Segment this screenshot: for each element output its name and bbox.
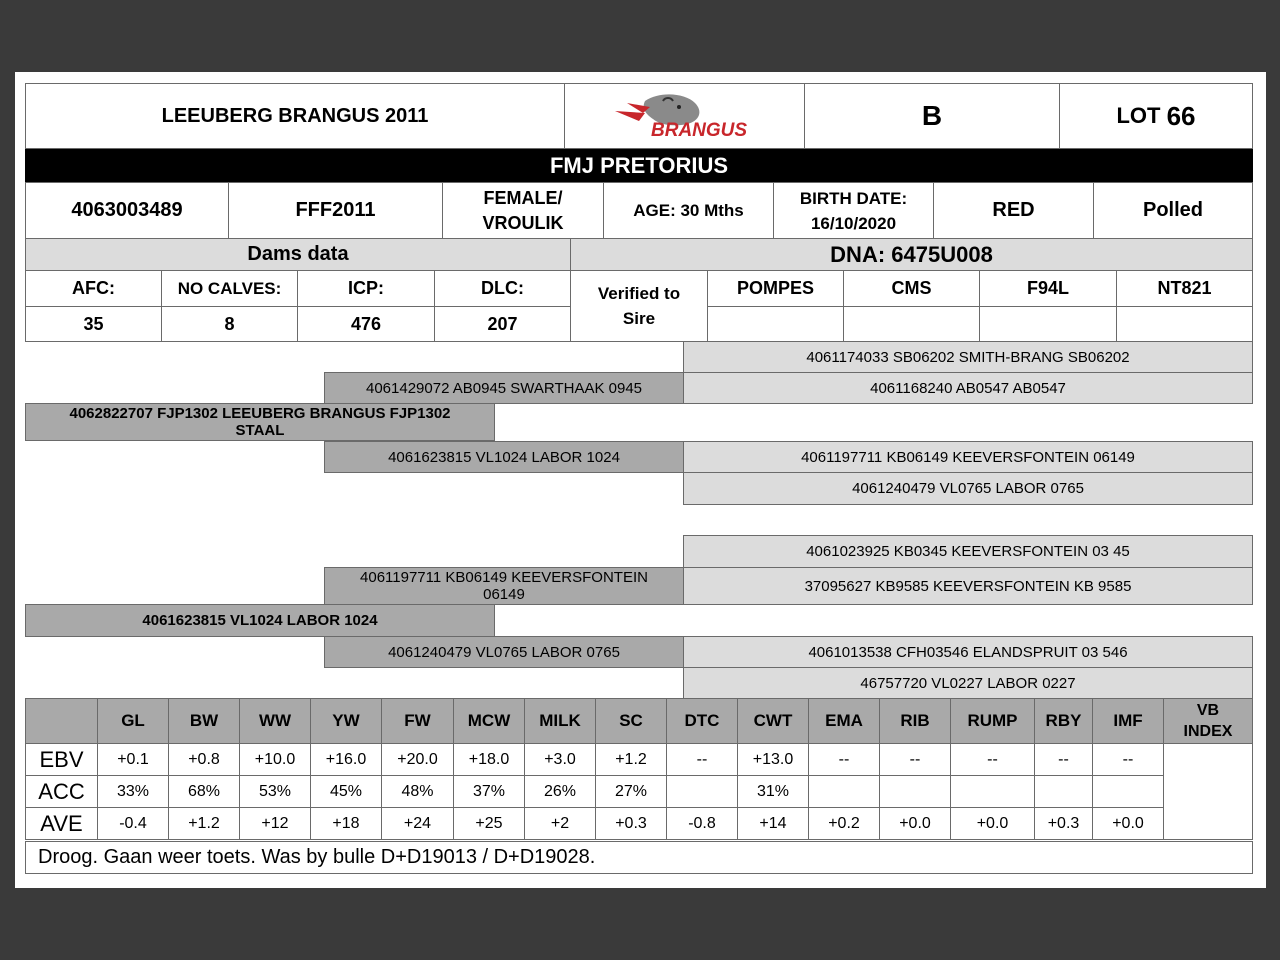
comment: Droog. Gaan weer toets. Was by bulle D+D19013 / D+D19028. bbox=[25, 841, 1253, 874]
sale-title: LEEUBERG BRANGUS 2011 bbox=[25, 83, 565, 149]
dna-result-pompes bbox=[707, 306, 844, 342]
bull-head-icon bbox=[605, 91, 765, 141]
ebv-cell: +18.0 bbox=[453, 743, 525, 776]
pedigree-dam: 4061623815 VL1024 LABOR 1024 bbox=[25, 604, 495, 637]
ebv-cell: +18 bbox=[310, 807, 382, 840]
ebv-row-label-ebv: EBV bbox=[25, 743, 98, 776]
pedigree-sire: 4062822707 FJP1302 LEEUBERG BRANGUS FJP1302 STAAL bbox=[25, 403, 495, 441]
class-letter: B bbox=[804, 83, 1060, 149]
dna-result-nt821 bbox=[1116, 306, 1253, 342]
ebv-col-header-gl: GL bbox=[97, 698, 169, 744]
pedigree-dam-dam-sire: 4061013538 CFH03546 ELANDSPRUIT 03 546 bbox=[683, 636, 1253, 668]
ebv-cell: +0.3 bbox=[1034, 807, 1093, 840]
ebv-cell: +0.8 bbox=[168, 743, 240, 776]
ebv-row-label-ave: AVE bbox=[25, 807, 98, 840]
ebv-cell: -- bbox=[808, 743, 880, 776]
ebv-cell: 27% bbox=[595, 775, 667, 808]
vb-index-value bbox=[1163, 743, 1253, 840]
vb-index-header: VB INDEX bbox=[1163, 698, 1253, 744]
pedigree-dam-sire: 4061197711 KB06149 KEEVERSFONTEIN 06149 bbox=[324, 567, 684, 605]
ebv-cell: 37% bbox=[453, 775, 525, 808]
dna-test-f94l: F94L bbox=[979, 270, 1117, 307]
ebv-col-header-rump: RUMP bbox=[950, 698, 1035, 744]
ebv-cell: +0.3 bbox=[595, 807, 667, 840]
no-calves-header: NO CALVES: bbox=[161, 270, 298, 307]
dna-test-cms: CMS bbox=[843, 270, 980, 307]
lot-card bbox=[15, 72, 1266, 888]
dams-data-title: Dams data bbox=[25, 238, 571, 271]
dna-result-f94l bbox=[979, 306, 1117, 342]
dna-test-pompes: POMPES bbox=[707, 270, 844, 307]
animal-age: AGE: 30 Mths bbox=[603, 182, 774, 239]
pedigree-sire-dam-dam: 4061240479 VL0765 LABOR 0765 bbox=[683, 472, 1253, 505]
ebv-cell bbox=[666, 775, 738, 808]
pedigree-sire-sire-sire: 4061174033 SB06202 SMITH-BRANG SB06202 bbox=[683, 341, 1253, 373]
ebv-cell: +0.1 bbox=[97, 743, 169, 776]
pedigree-sire-sire: 4061429072 AB0945 SWARTHAAK 0945 bbox=[324, 372, 684, 404]
dna-test-nt821: NT821 bbox=[1116, 270, 1253, 307]
lot-prefix: LOT bbox=[1116, 103, 1167, 128]
ebv-col-header-fw: FW bbox=[381, 698, 454, 744]
pedigree-sire-sire-dam: 4061168240 AB0547 AB0547 bbox=[683, 372, 1253, 404]
lot-label bbox=[1059, 83, 1253, 149]
dlc-value: 207 bbox=[434, 306, 571, 342]
ebv-col-header-milk: MILK bbox=[524, 698, 596, 744]
animal-id: 4063003489 bbox=[25, 182, 229, 239]
ebv-col-header-ema: EMA bbox=[808, 698, 880, 744]
ebv-cell: +0.0 bbox=[879, 807, 951, 840]
ebv-cell: -- bbox=[1092, 743, 1164, 776]
ebv-col-header-bw: BW bbox=[168, 698, 240, 744]
icp-header: ICP: bbox=[297, 270, 435, 307]
dlc-header: DLC: bbox=[434, 270, 571, 307]
ebv-col-header-sc: SC bbox=[595, 698, 667, 744]
ebv-col-header-yw: YW bbox=[310, 698, 382, 744]
verified-to-sire: Verified to Sire bbox=[570, 270, 708, 342]
icp-value: 476 bbox=[297, 306, 435, 342]
ebv-cell: -- bbox=[879, 743, 951, 776]
ebv-cell: +14 bbox=[737, 807, 809, 840]
ebv-cell: +0.0 bbox=[1092, 807, 1164, 840]
ebv-cell: +13.0 bbox=[737, 743, 809, 776]
pedigree-sire-dam: 4061623815 VL1024 LABOR 1024 bbox=[324, 441, 684, 473]
dna-title: DNA: 6475U008 bbox=[570, 238, 1253, 271]
ebv-cell: +0.0 bbox=[950, 807, 1035, 840]
ebv-corner-cell bbox=[25, 698, 98, 744]
afc-value: 35 bbox=[25, 306, 162, 342]
ebv-row-label-acc: ACC bbox=[25, 775, 98, 808]
ebv-cell: -- bbox=[950, 743, 1035, 776]
pedigree-dam-dam-dam: 46757720 VL0227 LABOR 0227 bbox=[683, 667, 1253, 699]
ebv-cell: +3.0 bbox=[524, 743, 596, 776]
ebv-cell bbox=[950, 775, 1035, 808]
ebv-cell: 33% bbox=[97, 775, 169, 808]
ebv-cell: +2 bbox=[524, 807, 596, 840]
horn-status: Polled bbox=[1093, 182, 1253, 239]
ebv-col-header-cwt: CWT bbox=[737, 698, 809, 744]
ebv-col-header-rib: RIB bbox=[879, 698, 951, 744]
ebv-cell: +1.2 bbox=[168, 807, 240, 840]
ebv-cell: +16.0 bbox=[310, 743, 382, 776]
pedigree-dam-sire-dam: 37095627 KB9585 KEEVERSFONTEIN KB 9585 bbox=[683, 567, 1253, 605]
animal-colour: RED bbox=[933, 182, 1094, 239]
ebv-cell: 53% bbox=[239, 775, 311, 808]
pedigree-dam-dam: 4061240479 VL0765 LABOR 0765 bbox=[324, 636, 684, 668]
ebv-col-header-mcw: MCW bbox=[453, 698, 525, 744]
ebv-cell: -0.4 bbox=[97, 807, 169, 840]
pedigree-sire-dam-sire: 4061197711 KB06149 KEEVERSFONTEIN 06149 bbox=[683, 441, 1253, 473]
ebv-cell: 26% bbox=[524, 775, 596, 808]
ebv-cell: 45% bbox=[310, 775, 382, 808]
ebv-cell: -- bbox=[1034, 743, 1093, 776]
ebv-cell: 68% bbox=[168, 775, 240, 808]
ebv-cell: +25 bbox=[453, 807, 525, 840]
brangus-logo bbox=[564, 83, 805, 149]
pedigree-dam-sire-sire: 4061023925 KB0345 KEEVERSFONTEIN 03 45 bbox=[683, 535, 1253, 568]
ebv-col-header-imf: IMF bbox=[1092, 698, 1164, 744]
ebv-cell: +20.0 bbox=[381, 743, 454, 776]
ebv-cell: -0.8 bbox=[666, 807, 738, 840]
ebv-cell bbox=[1092, 775, 1164, 808]
ebv-cell: +10.0 bbox=[239, 743, 311, 776]
ebv-cell: -- bbox=[666, 743, 738, 776]
ebv-col-header-dtc: DTC bbox=[666, 698, 738, 744]
ebv-cell: 31% bbox=[737, 775, 809, 808]
ebv-cell bbox=[879, 775, 951, 808]
ebv-cell: +1.2 bbox=[595, 743, 667, 776]
logo-text: BRANGUS bbox=[650, 120, 747, 141]
ebv-cell: +24 bbox=[381, 807, 454, 840]
birth-date: BIRTH DATE: 16/10/2020 bbox=[773, 182, 934, 239]
ebv-cell: 48% bbox=[381, 775, 454, 808]
ebv-cell bbox=[1034, 775, 1093, 808]
no-calves-value: 8 bbox=[161, 306, 298, 342]
owner-bar: FMJ PRETORIUS bbox=[25, 149, 1253, 183]
afc-header: AFC: bbox=[25, 270, 162, 307]
animal-code: FFF2011 bbox=[228, 182, 443, 239]
ebv-col-header-rby: RBY bbox=[1034, 698, 1093, 744]
ebv-cell: +12 bbox=[239, 807, 311, 840]
dna-result-cms bbox=[843, 306, 980, 342]
ebv-cell: +0.2 bbox=[808, 807, 880, 840]
ebv-col-header-ww: WW bbox=[239, 698, 311, 744]
animal-sex: FEMALE/ VROULIK bbox=[442, 182, 604, 239]
ebv-cell bbox=[808, 775, 880, 808]
lot-number: 66 bbox=[1166, 100, 1196, 131]
